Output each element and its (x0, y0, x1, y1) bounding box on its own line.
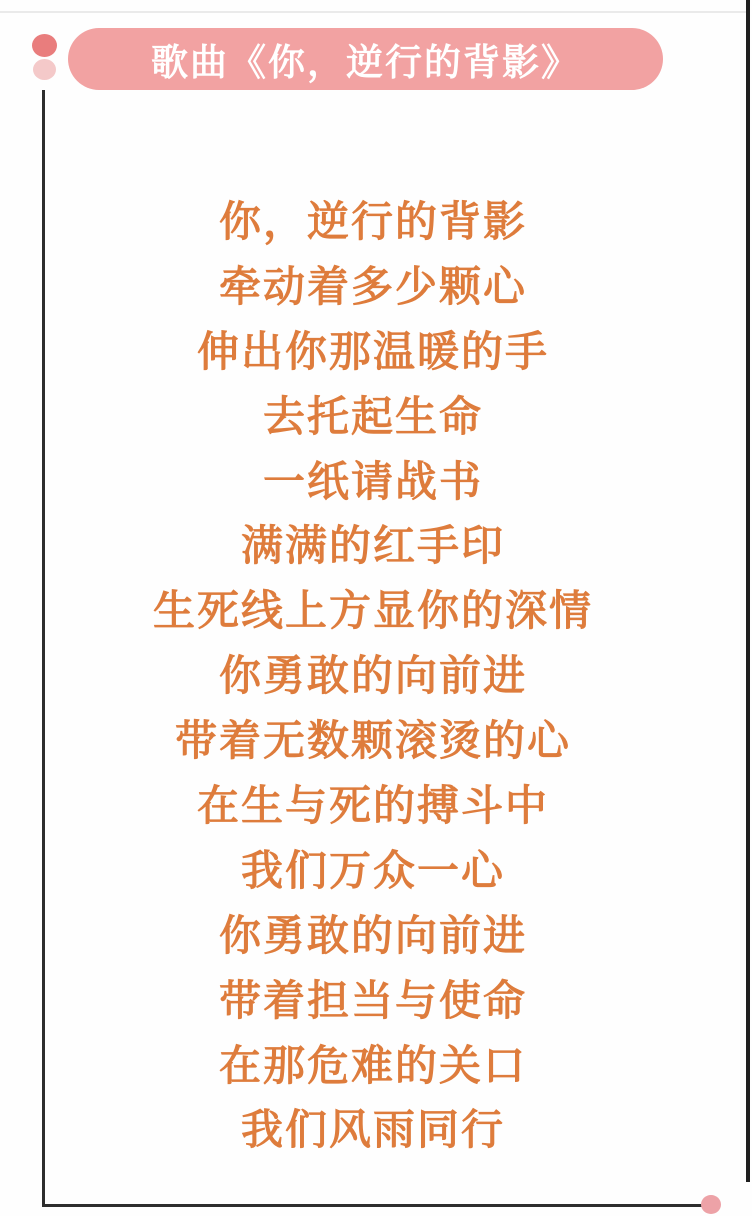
frame-bottom-line (42, 1204, 712, 1207)
lyrics-block (0, 190, 746, 1163)
lyric-line: 伸出你那温暖的手 (196, 327, 549, 375)
lyric-line: 你勇敢的向前进 (218, 911, 527, 959)
lyric-line: 去托起生命 (262, 392, 483, 440)
lyric-line: 满满的红手印 (240, 522, 505, 570)
lyric-line: 在那危难的关口 (218, 1041, 527, 1089)
top-divider (0, 11, 746, 13)
decorative-dot-icon (32, 34, 57, 57)
lyric-line: 带着无数颗滚烫的心 (174, 717, 571, 765)
lyric-line: 带着担当与使命 (218, 976, 527, 1024)
lyric-line: 我们万众一心 (240, 846, 505, 894)
lyric-line: 我们风雨同行 (240, 1106, 505, 1154)
screen-edge-strip (746, 0, 750, 1182)
section-title-badge (68, 28, 663, 90)
lyric-line: 生死线上方显你的深情 (152, 587, 593, 635)
lyric-line: 在生与死的搏斗中 (196, 782, 549, 830)
section-title-text: 歌曲《你，逆行的背影》 (151, 42, 580, 83)
lyric-line: 你，逆行的背影 (218, 198, 527, 245)
lyric-line: 一纸请战书 (262, 457, 483, 505)
lyric-line: 牵动着多少颗心 (218, 262, 527, 310)
lyric-line: 你勇敢的向前进 (218, 652, 527, 700)
decorative-dot-icon (33, 59, 56, 80)
frame-end-dot-icon (701, 1195, 721, 1214)
